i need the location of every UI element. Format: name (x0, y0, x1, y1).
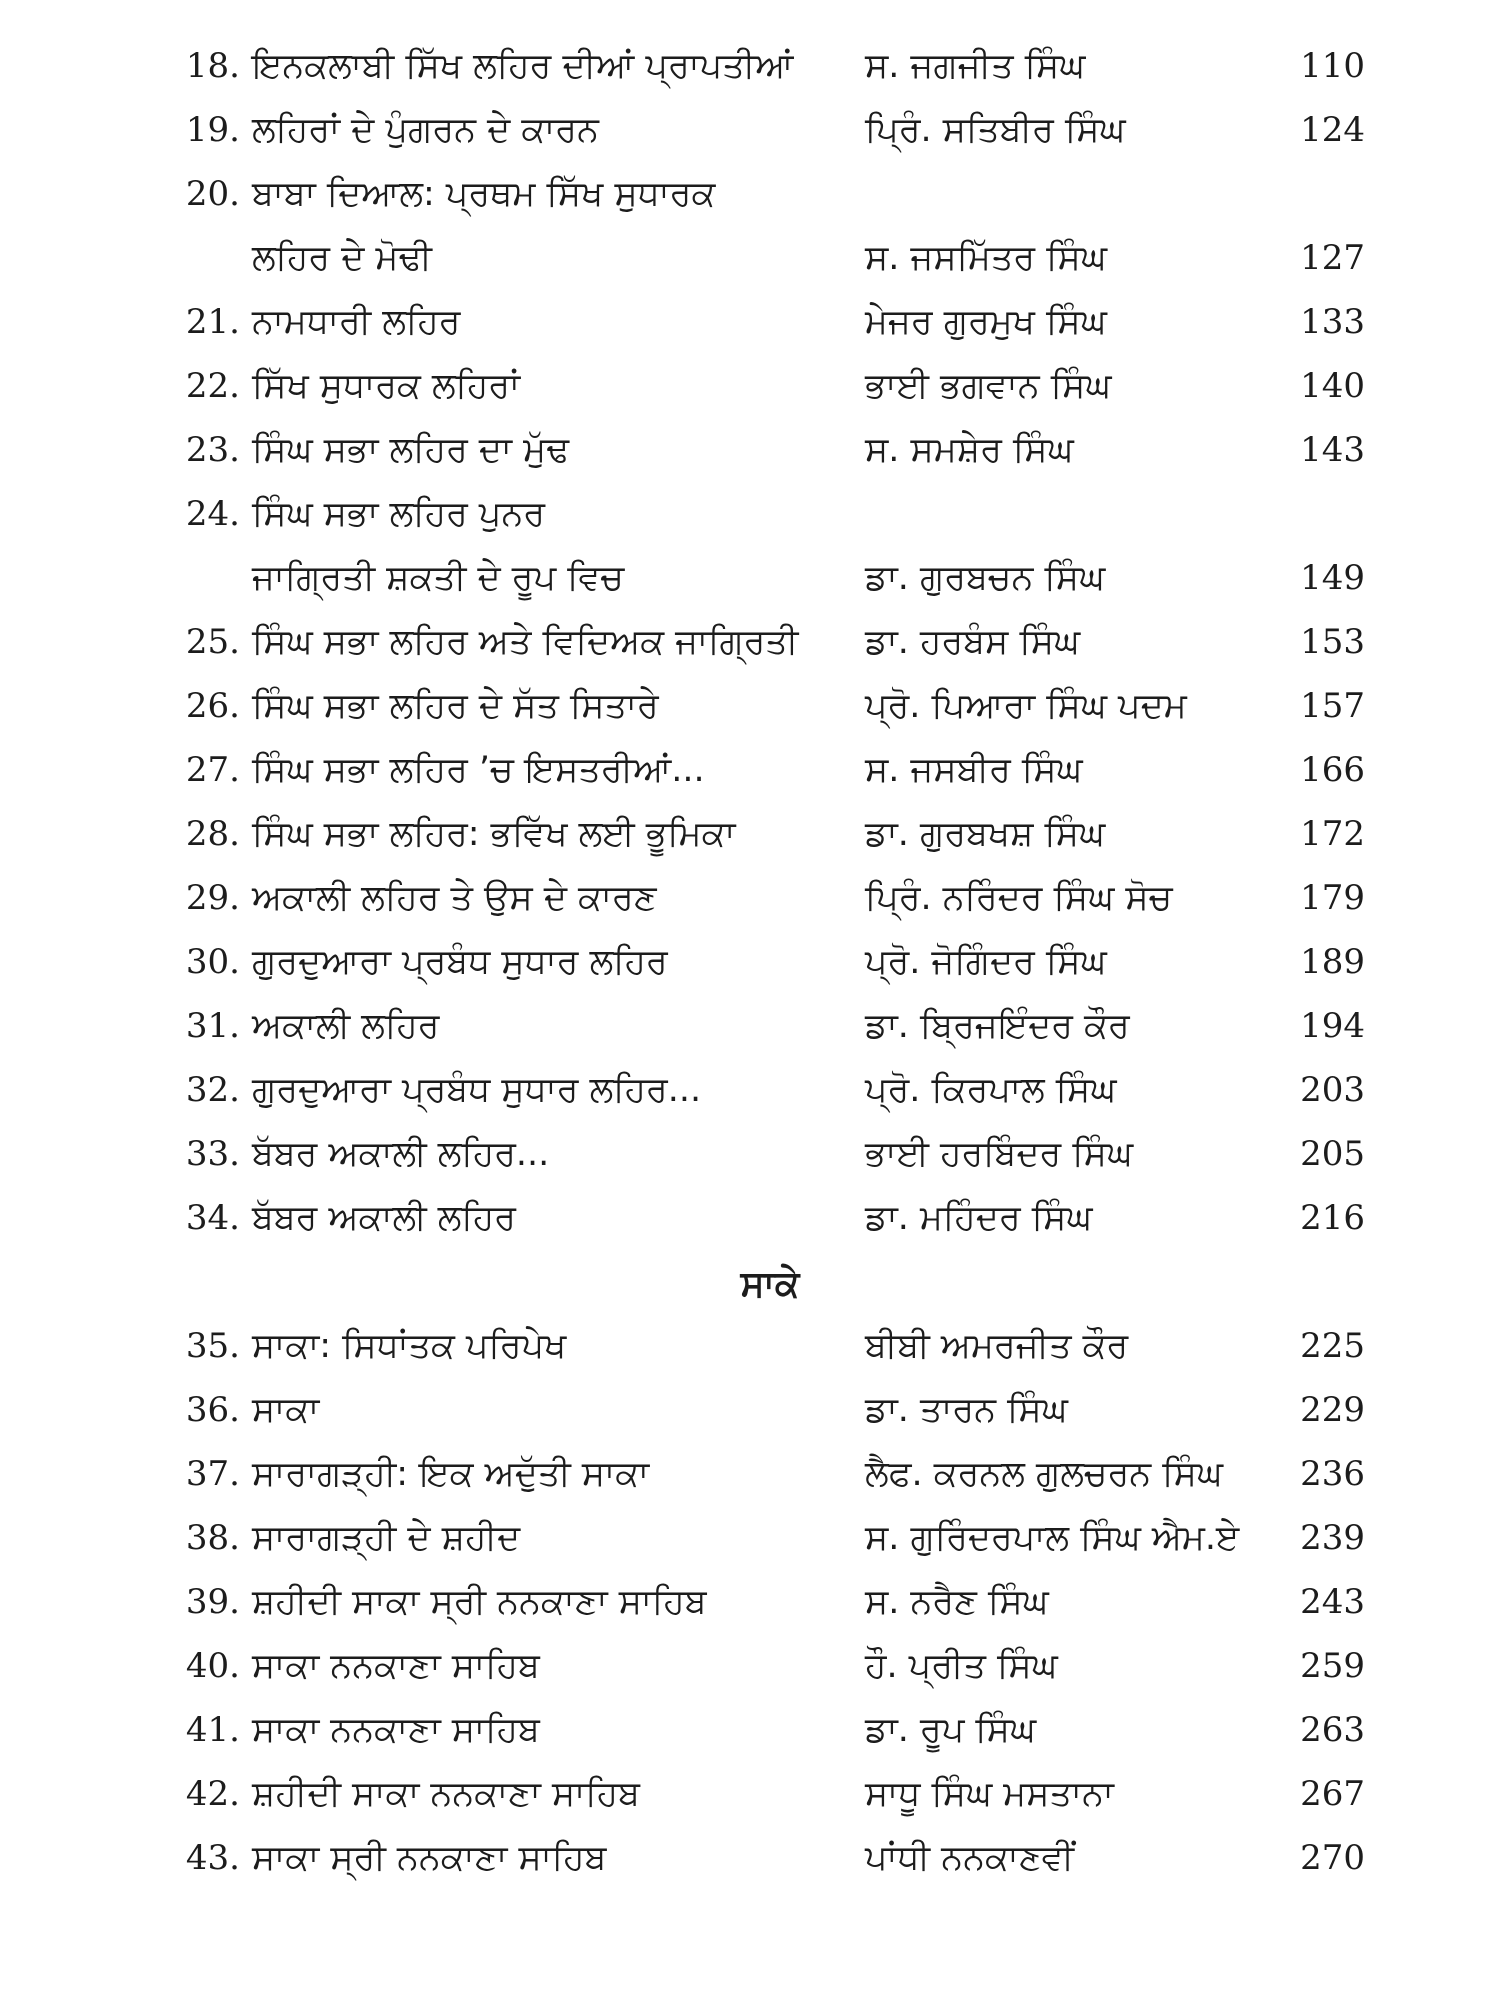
toc-entry (0, 1062, 1500, 1118)
entry-number: 19. (185, 110, 240, 150)
entry-title: ਅਕਾਲੀ ਲਹਿਰ ਤੇ ਉਸ ਦੇ ਕਾਰਣ (252, 878, 657, 918)
entry-author: ਪ੍ਰਿੰ. ਨਰਿੰਦਰ ਸਿੰਘ ਸੋਚ (865, 878, 1173, 918)
entry-title: ਬਾਬਾ ਦਿਆਲ: ਪ੍ਰਥਮ ਸਿੱਖ ਸੁਧਾਰਕ (252, 174, 716, 214)
toc-entry (0, 422, 1500, 478)
entry-author: ਸ. ਗੁਰਿੰਦਰਪਾਲ ਸਿੰਘ ਐਮ.ਏ (865, 1518, 1240, 1558)
entry-number: 43. (185, 1838, 240, 1878)
toc-entry (0, 870, 1500, 926)
entry-author: ਮੇਜਰ ਗੁਰਮੁਖ ਸਿੰਘ (865, 302, 1107, 342)
toc-entry (0, 166, 1500, 222)
entry-number: 27. (185, 750, 240, 790)
entry-author: ਸ. ਜਗਜੀਤ ਸਿੰਘ (865, 46, 1086, 86)
toc-entry (0, 1638, 1500, 1694)
entry-title: ਸਾਕਾ ਨਨਕਾਣਾ ਸਾਹਿਬ (252, 1710, 540, 1750)
entry-page: 194 (1300, 1006, 1365, 1046)
entry-page: 179 (1300, 878, 1365, 918)
entry-author: ਡਾ. ਗੁਰਬਚਨ ਸਿੰਘ (865, 558, 1106, 598)
entry-author: ਡਾ. ਹਰਬੰਸ ਸਿੰਘ (865, 622, 1081, 662)
section-heading: ਸਾਕੇ (740, 1264, 800, 1305)
entry-title: ਜਾਗ੍ਰਿਤੀ ਸ਼ਕਤੀ ਦੇ ਰੂਪ ਵਿਚ (252, 558, 624, 598)
entry-page: 270 (1300, 1838, 1365, 1878)
entry-title: ਬੱਬਰ ਅਕਾਲੀ ਲਹਿਰ... (252, 1134, 550, 1174)
entry-number: 18. (185, 46, 240, 86)
toc-entry (0, 294, 1500, 350)
entry-page: 239 (1300, 1518, 1365, 1558)
entry-number: 42. (185, 1774, 240, 1814)
toc-entry (0, 1702, 1500, 1758)
entry-number: 23. (185, 430, 240, 470)
toc-entry (0, 358, 1500, 414)
entry-author: ਸਾਧੂ ਸਿੰਘ ਮਸਤਾਨਾ (865, 1774, 1114, 1814)
entry-page: 203 (1300, 1070, 1365, 1110)
entry-author: ਡਾ. ਰੂਪ ਸਿੰਘ (865, 1710, 1037, 1750)
entry-page: 243 (1300, 1582, 1365, 1622)
entry-author: ਲੈਫ. ਕਰਨਲ ਗੁਲਚਰਨ ਸਿੰਘ (865, 1454, 1223, 1494)
toc-entry (0, 550, 1500, 606)
entry-page: 259 (1300, 1646, 1365, 1686)
entry-author: ਪ੍ਰੋ. ਕਿਰਪਾਲ ਸਿੰਘ (865, 1070, 1117, 1110)
entry-number: 33. (185, 1134, 240, 1174)
entry-author: ਸ. ਜਸਬੀਰ ਸਿੰਘ (865, 750, 1083, 790)
entry-title: ਸ਼ਹੀਦੀ ਸਾਕਾ ਨਨਕਾਣਾ ਸਾਹਿਬ (252, 1774, 640, 1814)
entry-number: 22. (185, 366, 240, 406)
toc-entry (0, 1510, 1500, 1566)
entry-page: 225 (1300, 1326, 1365, 1366)
toc-entry (0, 486, 1500, 542)
entry-title: ਸਿੰਘ ਸਭਾ ਲਹਿਰ ਦੇ ਸੱਤ ਸਿਤਾਰੇ (252, 686, 659, 726)
entry-author: ਸ. ਨਰੈਣ ਸਿੰਘ (865, 1582, 1049, 1622)
entry-author: ਡਾ. ਮਹਿੰਦਰ ਸਿੰਘ (865, 1198, 1093, 1238)
entry-title: ਸਾਰਾਗੜ੍ਹੀ ਦੇ ਸ਼ਹੀਦ (252, 1518, 521, 1558)
entry-page: 140 (1300, 366, 1365, 406)
entry-author: ਡਾ. ਤਾਰਨ ਸਿੰਘ (865, 1390, 1068, 1430)
entry-title: ਸ਼ਹੀਦੀ ਸਾਕਾ ਸ੍ਰੀ ਨਨਕਾਣਾ ਸਾਹਿਬ (252, 1582, 707, 1622)
entry-number: 30. (185, 942, 240, 982)
entry-author: ਬੀਬੀ ਅਮਰਜੀਤ ਕੌਰ (865, 1326, 1129, 1366)
entry-page: 149 (1300, 558, 1365, 598)
toc-entry (0, 614, 1500, 670)
entry-title: ਸਿੱਖ ਸੁਧਾਰਕ ਲਹਿਰਾਂ (252, 366, 520, 406)
entry-number: 24. (185, 494, 240, 534)
entry-page: 229 (1300, 1390, 1365, 1430)
entry-title: ਇਨਕਲਾਬੀ ਸਿੱਖ ਲਹਿਰ ਦੀਆਂ ਪ੍ਰਾਪਤੀਆਂ (252, 46, 794, 86)
entry-number: 38. (185, 1518, 240, 1558)
entry-title: ਲਹਿਰ ਦੇ ਮੋਢੀ (252, 238, 432, 278)
toc-entry (0, 1446, 1500, 1502)
toc-entry (0, 742, 1500, 798)
entry-number: 39. (185, 1582, 240, 1622)
entry-number: 32. (185, 1070, 240, 1110)
toc-entry (0, 1830, 1500, 1886)
toc-entry (0, 678, 1500, 734)
entry-author: ਹੌ. ਪ੍ਰੀਤ ਸਿੰਘ (865, 1646, 1058, 1686)
toc-entry (0, 230, 1500, 286)
entry-page: 216 (1300, 1198, 1365, 1238)
toc-entry (0, 102, 1500, 158)
entry-page: 127 (1300, 238, 1365, 278)
entry-number: 20. (185, 174, 240, 214)
entry-number: 35. (185, 1326, 240, 1366)
toc-entry (0, 806, 1500, 862)
entry-page: 124 (1300, 110, 1365, 150)
entry-title: ਸਾਕਾ ਨਨਕਾਣਾ ਸਾਹਿਬ (252, 1646, 540, 1686)
entry-author: ਪ੍ਰਿੰ. ਸਤਿਬੀਰ ਸਿੰਘ (865, 110, 1126, 150)
toc-entry (0, 1766, 1500, 1822)
entry-title: ਸਿੰਘ ਸਭਾ ਲਹਿਰ: ਭਵਿੱਖ ਲਈ ਭੂਮਿਕਾ (252, 814, 736, 854)
entry-number: 34. (185, 1198, 240, 1238)
entry-page: 267 (1300, 1774, 1365, 1814)
entry-author: ਸ. ਸਮਸ਼ੇਰ ਸਿੰਘ (865, 430, 1074, 470)
entry-number: 36. (185, 1390, 240, 1430)
entry-page: 205 (1300, 1134, 1365, 1174)
entry-page: 236 (1300, 1454, 1365, 1494)
entry-number: 26. (185, 686, 240, 726)
entry-title: ਲਹਿਰਾਂ ਦੇ ਪੁੰਗਰਨ ਦੇ ਕਾਰਨ (252, 110, 599, 150)
entry-title: ਅਕਾਲੀ ਲਹਿਰ (252, 1006, 440, 1046)
entry-number: 25. (185, 622, 240, 662)
entry-number: 41. (185, 1710, 240, 1750)
toc-entry (0, 1126, 1500, 1182)
entry-author: ਸ. ਜਸਮਿੱਤਰ ਸਿੰਘ (865, 238, 1107, 278)
toc-entry (0, 38, 1500, 94)
entry-title: ਨਾਮਧਾਰੀ ਲਹਿਰ (252, 302, 461, 342)
entry-number: 40. (185, 1646, 240, 1686)
entry-title: ਸਿੰਘ ਸਭਾ ਲਹਿਰ ਪੁਨਰ (252, 494, 546, 534)
entry-page: 157 (1300, 686, 1365, 726)
entry-number: 28. (185, 814, 240, 854)
toc-entry (0, 1190, 1500, 1246)
entry-author: ਭਾਈ ਭਗਵਾਨ ਸਿੰਘ (865, 366, 1112, 406)
entry-title: ਸਿੰਘ ਸਭਾ ਲਹਿਰ ਅਤੇ ਵਿਦਿਅਕ ਜਾਗ੍ਰਿਤੀ (252, 622, 799, 662)
toc-entry (0, 998, 1500, 1054)
entry-author: ਪ੍ਰੋ. ਜੋਗਿੰਦਰ ਸਿੰਘ (865, 942, 1107, 982)
toc-entry (0, 1574, 1500, 1630)
entry-author: ਡਾ. ਗੁਰਬਖਸ਼ ਸਿੰਘ (865, 814, 1106, 854)
toc-entry (0, 1382, 1500, 1438)
entry-title: ਬੱਬਰ ਅਕਾਲੀ ਲਹਿਰ (252, 1198, 516, 1238)
entry-title: ਗੁਰਦੁਆਰਾ ਪ੍ਰਬੰਧ ਸੁਧਾਰ ਲਹਿਰ (252, 942, 668, 982)
entry-number: 31. (185, 1006, 240, 1046)
entry-title: ਗੁਰਦੁਆਰਾ ਪ੍ਰਬੰਧ ਸੁਧਾਰ ਲਹਿਰ... (252, 1070, 702, 1110)
entry-page: 189 (1300, 942, 1365, 982)
entry-author: ਪ੍ਰੋ. ਪਿਆਰਾ ਸਿੰਘ ਪਦਮ (865, 686, 1187, 726)
entry-page: 143 (1300, 430, 1365, 470)
toc-entry (0, 1318, 1500, 1374)
entry-number: 21. (185, 302, 240, 342)
entry-page: 110 (1300, 46, 1365, 86)
entry-number: 29. (185, 878, 240, 918)
entry-title: ਸਾਕਾ (252, 1390, 320, 1430)
entry-page: 172 (1300, 814, 1365, 854)
entry-title: ਸਾਕਾ ਸ੍ਰੀ ਨਨਕਾਣਾ ਸਾਹਿਬ (252, 1838, 607, 1878)
toc-entry (0, 934, 1500, 990)
entry-title: ਸਾਰਾਗੜ੍ਹੀ: ਇਕ ਅਦੁੱਤੀ ਸਾਕਾ (252, 1454, 650, 1494)
entry-page: 153 (1300, 622, 1365, 662)
entry-author: ਪਾਂਧੀ ਨਨਕਾਣਵੀਂ (865, 1838, 1075, 1878)
entry-title: ਸਾਕਾ: ਸਿਧਾਂਤਕ ਪਰਿਪੇਖ (252, 1326, 567, 1366)
entry-author: ਡਾ. ਬ੍ਰਿਜਇੰਦਰ ਕੌਰ (865, 1006, 1130, 1046)
entry-number: 37. (185, 1454, 240, 1494)
entry-page: 263 (1300, 1710, 1365, 1750)
entry-page: 166 (1300, 750, 1365, 790)
entry-page: 133 (1300, 302, 1365, 342)
entry-title: ਸਿੰਘ ਸਭਾ ਲਹਿਰ ਦਾ ਮੁੱਢ (252, 430, 570, 470)
entry-title: ਸਿੰਘ ਸਭਾ ਲਹਿਰ ’ਚ ਇਸਤਰੀਆਂ... (252, 750, 705, 790)
entry-author: ਭਾਈ ਹਰਬਿੰਦਰ ਸਿੰਘ (865, 1134, 1133, 1174)
